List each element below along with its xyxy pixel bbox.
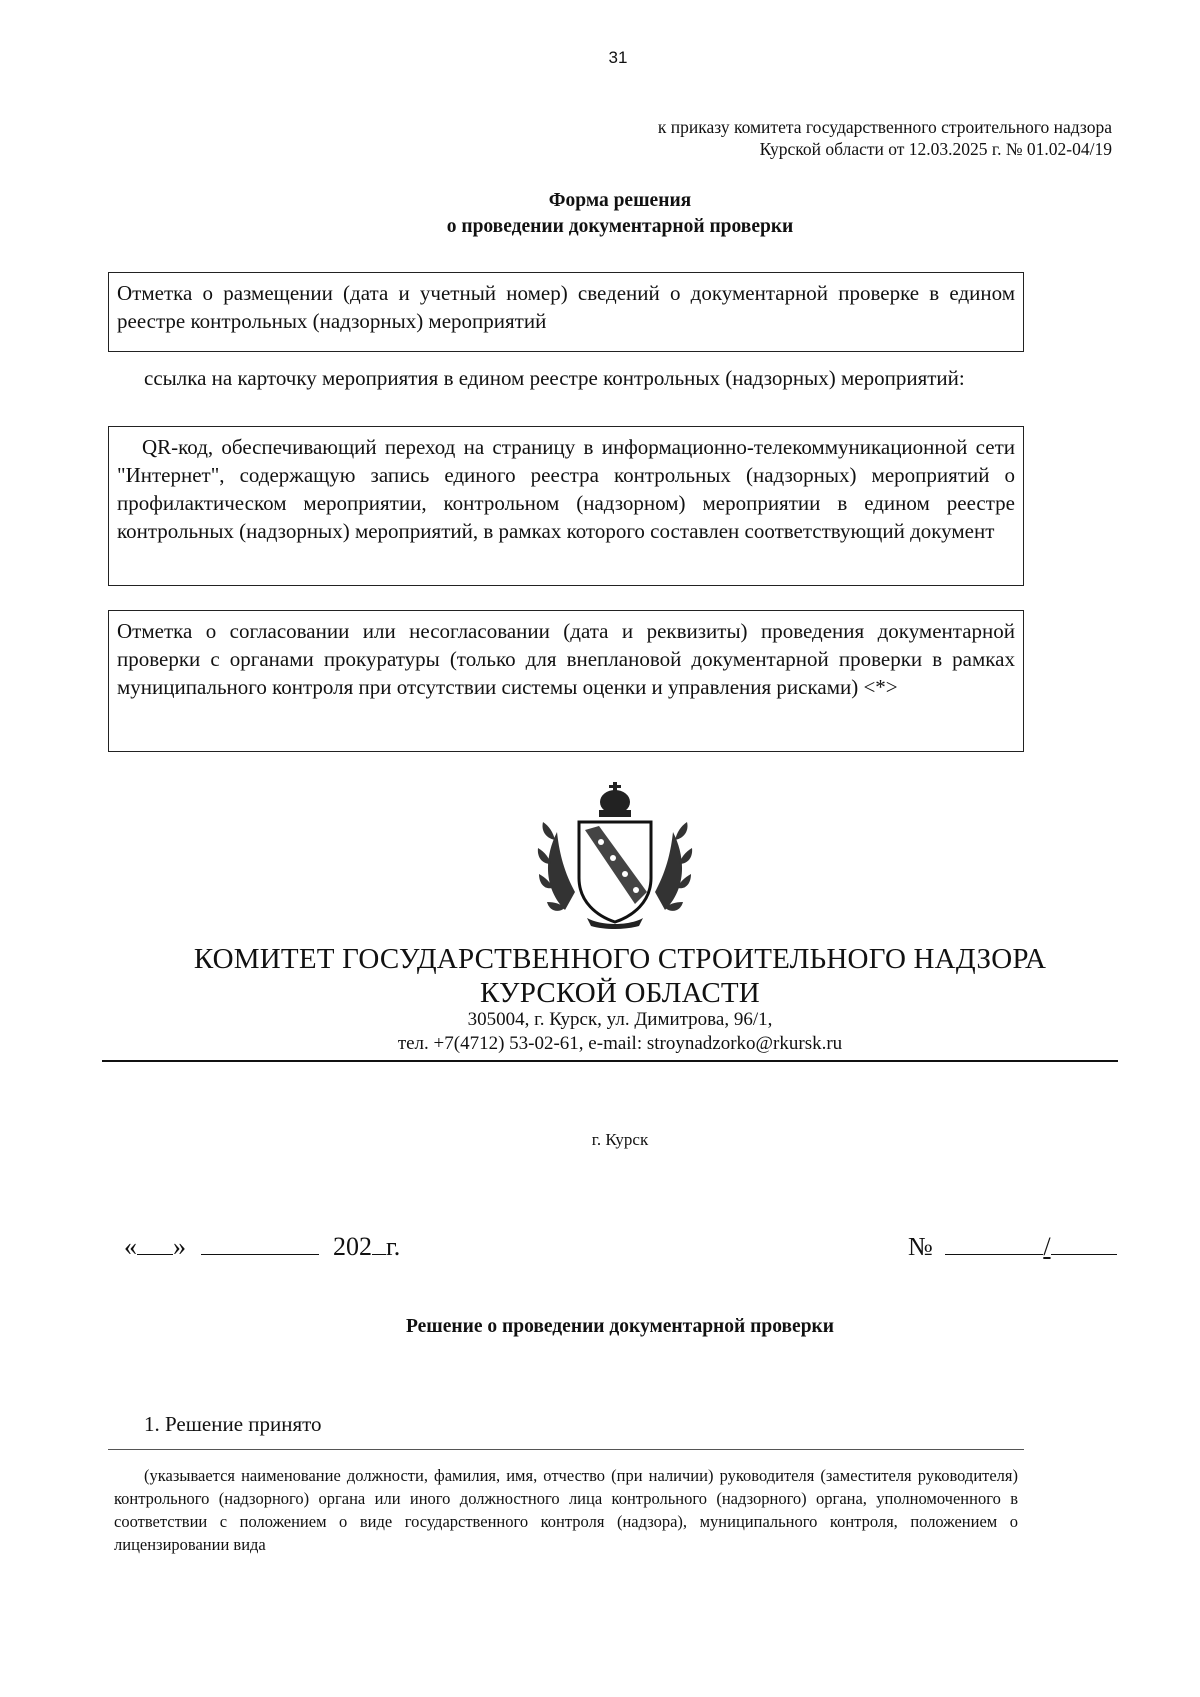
- month-blank[interactable]: [201, 1232, 319, 1255]
- organization-name-line-2: КУРСКОЙ ОБЛАСТИ: [480, 977, 760, 1009]
- prosecutor-mark-box: [108, 610, 1024, 752]
- date-close-quote: »: [173, 1232, 186, 1261]
- date-field: [124, 1232, 400, 1262]
- document-number-field: [908, 1232, 1117, 1262]
- prosecutor-mark-text: Отметка о согласовании или несогласовании (дата и реквизиты) проведения документарной проверки с органами прокуратуры (только для внеплановой документарной проверки в рамках муниципального контроля при отсутствии системы оценки и управления рисками) <*>: [117, 619, 1015, 699]
- section-1-hint: (указывается наименование должности, фамилия, имя, отчество (при наличии) руководителя (заместителя руководителя) контрольного (надзорного) органа или иного должностного лица контрольного (надзорного) органа, уполномоченного в соответствии с положением о виде государственного контроля (надзора), муниципального контроля, положением о лицензировании вида: [114, 1466, 1018, 1554]
- section-1-fill-line[interactable]: [108, 1449, 1024, 1450]
- city: г. Курск: [591, 1130, 649, 1149]
- organization-name: [0, 942, 1200, 1010]
- organization-name-line-1: КОМИТЕТ ГОСУДАРСТВЕННОГО СТРОИТЕЛЬНОГО НАДЗОРА: [193, 943, 1047, 975]
- annex-line-2: Курской области от 12.03.2025 г. № 01.02-04/19: [759, 139, 1112, 159]
- number-label: №: [908, 1232, 933, 1261]
- annex-line-1: к приказу комитета государственного строительного надзора: [657, 117, 1112, 137]
- registry-link-text: ссылка на карточку мероприятия в едином реестре контрольных (надзорных) мероприятий:: [144, 366, 965, 390]
- year-prefix: 202: [333, 1232, 372, 1261]
- organization-phone-email: тел. +7(4712) 53-02-61, e-mail: stroynadzorko@rkursk.ru: [397, 1033, 843, 1054]
- day-blank[interactable]: [137, 1232, 173, 1255]
- form-title: [0, 188, 1200, 240]
- annex-reference: [658, 116, 1112, 160]
- decision-title: Решение о проведении документарной проверки: [405, 1316, 835, 1337]
- organization-contacts: [0, 1008, 1200, 1056]
- date-open-quote: «: [124, 1232, 137, 1261]
- coat-of-arms-icon: [535, 780, 695, 930]
- year-blank[interactable]: [372, 1232, 386, 1255]
- qr-code-text: QR-код, обеспечивающий переход на страницу в информационно-телекоммуникационной сети "Интернет", содержащую запись единого реестра контрольных (надзорных) мероприятий о профилактическом мероприятии, контрольном (надзорном) мероприятии в едином реестре контрольных (надзорных) мероприятий, в рамках которого составлен соответствующий документ: [117, 435, 1015, 543]
- registry-mark-box: [108, 272, 1024, 352]
- qr-code-box: [108, 426, 1024, 586]
- year-suffix: г.: [386, 1232, 401, 1261]
- form-title-line-2: о проведении документарной проверки: [446, 216, 794, 237]
- registry-mark-text: Отметка о размещении (дата и учетный номер) сведений о документарной проверке в едином реестре контрольных (надзорных) мероприятий: [117, 281, 1015, 333]
- number-blank-2[interactable]: [1051, 1232, 1117, 1255]
- header-divider: [102, 1060, 1118, 1062]
- number-blank-1[interactable]: [945, 1232, 1043, 1255]
- number-separator: /: [1043, 1232, 1051, 1261]
- form-title-line-1: Форма решения: [548, 190, 692, 211]
- organization-address: 305004, г. Курск, ул. Димитрова, 96/1,: [467, 1009, 773, 1030]
- section-1-label: 1. Решение принято: [144, 1412, 322, 1436]
- page-number: 31: [608, 48, 628, 67]
